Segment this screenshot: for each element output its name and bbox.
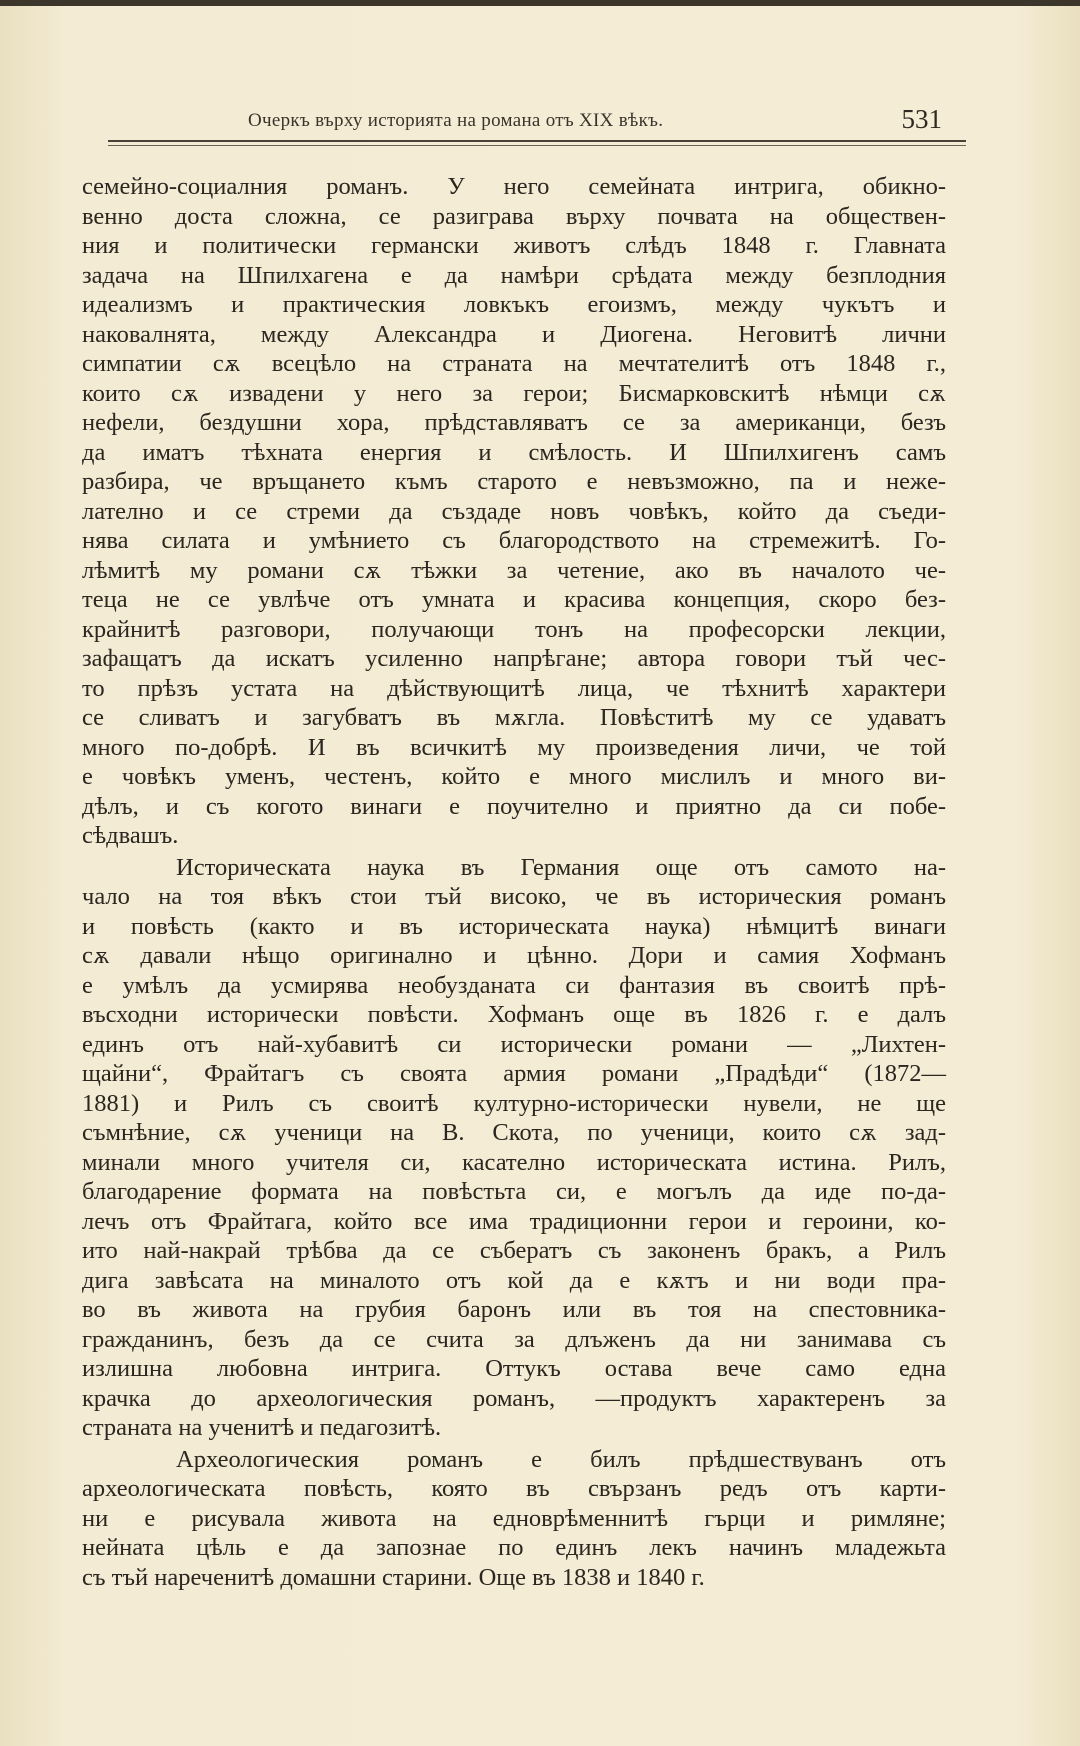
text-line: ито най-накрай трѣбва да се събератъ съ законенъ бракъ, а Рилъ xyxy=(82,1237,946,1264)
text-line: сѫ давали нѣщо оригинално и цѣнно. Дори и самия Хофманъ xyxy=(82,942,946,969)
text-line: страната на ученитѣ и педагозитѣ. xyxy=(82,1414,442,1441)
text-line: ния и политически германски животъ слѣдъ 1848 г. Главната xyxy=(82,232,946,259)
text-line: съ тъй наречeнитѣ домашни старини. Още въ 1838 и 1840 г. xyxy=(82,1563,705,1591)
text-line: нява силата и умѣнието съ благородството на стремежитѣ. Го- xyxy=(82,527,946,554)
text-line: дѣлъ, и съ когото винаги е поучително и приятно да си побе- xyxy=(82,792,946,820)
text-line: много по-добрѣ. И въ всичкитѣ му произведения личи, че той xyxy=(82,733,946,761)
text-line: Историческата наука въ Германия още отъ самото на- xyxy=(176,853,946,881)
text-line: Археологическия романъ е билъ прѣдшествуванъ отъ xyxy=(176,1445,946,1473)
text-line: разбира, че връщането къмъ старото е невъзможно, па и нежe- xyxy=(82,468,946,495)
text-line: чало на тоя вѣкъ стои тъй високо, че въ историческия романъ xyxy=(82,883,946,910)
text-line: единъ отъ най-хубавитѣ си исторически романи — „Лихтен- xyxy=(82,1030,946,1058)
text-line: щайни“, Фрайтагъ съ своята армия романи „Прадѣди“ (1872— xyxy=(82,1060,946,1087)
text-line: наковалнята, между Александра и Диогена. Неговитѣ лични xyxy=(82,320,946,348)
text-line: е човѣкъ уменъ, честенъ, който е много мислилъ и много ви- xyxy=(82,763,946,790)
text-line: въсходни исторически повѣсти. Хофманъ още въ 1826 г. е далъ xyxy=(82,1001,946,1028)
text-line: излишна любовна интрига. Оттукъ остава вече само една xyxy=(82,1355,946,1382)
text-line: сѣдвашъ. xyxy=(82,822,179,849)
paragraph xyxy=(82,1445,946,1593)
page-top-edge xyxy=(0,0,1080,6)
text-line: теца не се увлѣче отъ умната и красива концепция, скоро без- xyxy=(82,586,946,613)
text-line: ни е рисувала живота на едноврѣменнитѣ гърци и римляне; xyxy=(82,1504,946,1532)
text-line: съмнѣние, сѫ ученици на В. Скота, по ученици, които сѫ зад- xyxy=(82,1119,946,1146)
text-line: дига завѣсата на миналото отъ кой да е кѫтъ и ни води пра- xyxy=(82,1266,946,1294)
text-line: симпатии сѫ всецѣло на страната на мечтателитѣ отъ 1848 г., xyxy=(82,350,946,377)
text-line: да иматъ тѣхната енергия и смѣлость. И Шпилхигенъ самъ xyxy=(82,438,946,466)
text-line: семейно-социалния романъ. У него семейната интрига, обикно- xyxy=(82,173,946,200)
text-line: идеализмъ и практическия ловкъкъ егоизмъ, между чукътъ и xyxy=(82,291,946,318)
paragraph xyxy=(82,172,946,851)
running-title: Очеркъ върху историята на романа отъ XIX вѣкъ. xyxy=(248,110,664,131)
text-line: венно доста сложна, се разиграва върху почвата на обществен- xyxy=(82,202,946,230)
text-line: лечъ отъ Фрайтага, който все има традиционни герои и героини, ко- xyxy=(82,1207,946,1235)
text-line: минали много учителя си, касателно историческата истина. Рилъ, xyxy=(82,1148,946,1176)
text-line: 1881) и Рилъ съ своитѣ културно-исторически нувели, не ще xyxy=(82,1089,946,1117)
text-line: во въ живота на грубия баронъ или въ тоя на спестовника- xyxy=(82,1296,946,1323)
text-line: които сѫ извадени у него за герои; Бисмарковскитѣ нѣмци сѫ xyxy=(82,379,946,407)
text-line: и повѣсть (както и въ историческата наука) нѣмцитѣ винаги xyxy=(82,912,946,940)
text-line: нефели, бездушни хора, прѣдставляватъ се за американци, безъ xyxy=(82,409,946,436)
text-line: лателно и се стреми да създаде новъ човѣкъ, който да съеди- xyxy=(82,497,946,525)
text-line: нейната цѣль е да запознае по единъ лекъ начинъ младежьта xyxy=(82,1534,946,1561)
page-header xyxy=(108,100,966,144)
text-line: благодарение формата на повѣстьта си, е могълъ да иде по-да- xyxy=(82,1178,946,1205)
text-line: задача на Шпилхагена е да намѣри срѣдата между безплодния xyxy=(82,261,946,289)
text-line: то прѣзъ устата на дѣйствующитѣ лица, че тѣхнитѣ характери xyxy=(82,674,946,702)
header-rule-thin xyxy=(108,145,966,146)
paragraph xyxy=(82,853,946,1443)
page-number: 531 xyxy=(901,104,942,134)
text-line: се сливатъ и загубватъ въ мѫгла. Повѣститѣ му се удаватъ xyxy=(82,704,946,731)
text-line: зафащатъ да искатъ усиленно напрѣгане; автора говори тъй чес- xyxy=(82,645,946,672)
body-text xyxy=(82,172,946,1594)
header-rule xyxy=(108,140,966,142)
text-line: крачка до археологическия романъ, —продуктъ характеренъ за xyxy=(82,1384,946,1412)
text-line: е умѣлъ да усмирява необузданата си фантазия въ своитѣ прѣ- xyxy=(82,971,946,999)
text-line: гражданинъ, безъ да се счита за длъженъ да ни занимава съ xyxy=(82,1325,946,1353)
text-line: крайнитѣ разговори, получающи тонъ на професорски лекции, xyxy=(82,615,946,643)
text-line: лѣмитѣ му романи сѫ тѣжки за четение, ако въ началото че- xyxy=(82,556,946,584)
text-line: археологическата повѣсть, която въ свързанъ редъ отъ карти- xyxy=(82,1475,946,1502)
